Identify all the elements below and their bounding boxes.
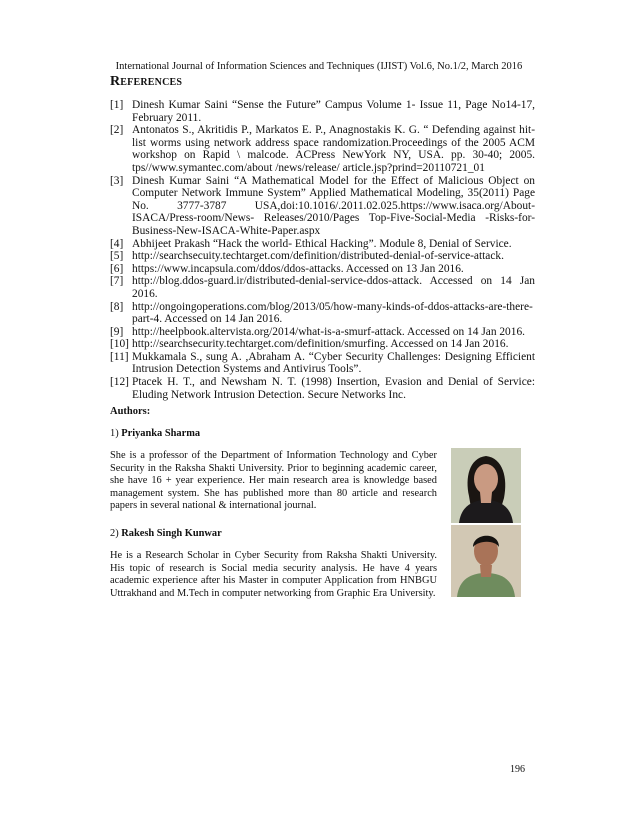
reference-text: Ptacek H. T., and Newsham N. T. (1998) Insertion, Evasion and Denial of Service: Eluding Network Intrusion Detection. Secure Networks Inc.	[132, 376, 535, 401]
journal-header: International Journal of Information Sciences and Techniques (IJIST) Vol.6, No.1/2, March 2016	[115, 61, 523, 72]
reference-text: Dinesh Kumar Saini “Sense the Future” Campus Volume 1- Issue 11, Page No14-17, February 2011.	[132, 99, 535, 124]
reference-text: http://blog.ddos-guard.ir/distributed-denial-service-ddos-attack. Accessed on 14 Jan 2016.	[132, 275, 535, 300]
author-index: 2)	[110, 528, 119, 539]
reference-item	[110, 376, 535, 401]
author-bio: She is a professor of the Department of Information Technology and Cyber Security in the Raksha Shakti University. Prior to beginning academic career, she have 16 + year experience. Her main research area is knowledge based management system. She has published more than 80 article and research papers in several national & international journal.	[110, 450, 437, 512]
reference-text: Mukkamala S., sung A. ,Abraham A. “Cyber Security Challenges: Designing Efficient Intrusion Detection Systems and Antivirus Tools”.	[132, 350, 535, 376]
reference-number: [6]	[110, 262, 124, 275]
page-number: 196	[510, 764, 525, 775]
author-name: Rakesh Singh Kunwar	[121, 528, 222, 539]
reference-item	[110, 238, 535, 251]
reference-text: https://www.incapsula.com/ddos/ddos-attacks. Accessed on 13 Jan 2016.	[132, 262, 464, 275]
author-index: 1)	[110, 428, 119, 439]
references-heading: References	[110, 74, 183, 89]
reference-item	[110, 338, 535, 351]
reference-item	[110, 351, 535, 376]
reference-item	[110, 175, 535, 238]
reference-item	[110, 275, 535, 300]
author-name-line	[110, 428, 535, 440]
reference-item	[110, 263, 535, 276]
reference-number: [3]	[110, 174, 124, 187]
reference-number: [11]	[110, 350, 129, 363]
reference-item	[110, 250, 535, 263]
reference-number: [4]	[110, 237, 124, 250]
reference-item	[110, 301, 535, 326]
author-photo	[451, 448, 521, 523]
reference-number: [10]	[110, 338, 129, 351]
reference-number: [12]	[110, 376, 129, 389]
references-list	[110, 99, 535, 401]
photo-face	[474, 464, 498, 494]
reference-text: http://heelpbook.altervista.org/2014/what-is-a-smurf-attack. Accessed on 14 Jan 2016.	[132, 325, 525, 338]
author-photo	[451, 525, 521, 597]
reference-item	[110, 124, 535, 174]
reference-number: [7]	[110, 275, 124, 288]
reference-text: http://ongoingoperations.com/blog/2013/05/how-many-kinds-of-ddos-attacks-are-there-part-4. Accessed on 14 Jan 2016.	[132, 300, 533, 326]
authors-heading: Authors:	[110, 406, 151, 417]
author-name: Priyanka Sharma	[121, 428, 201, 439]
reference-number: [9]	[110, 325, 124, 338]
reference-number: [1]	[110, 99, 124, 111]
reference-text: Abhijeet Prakash “Hack the world- Ethical Hacking”. Module 8, Denial of Service.	[132, 237, 512, 250]
reference-text: http://searchsecuity.techtarget.com/definition/distributed-denial-of-service-attack.	[132, 250, 504, 263]
reference-number: [2]	[110, 124, 124, 137]
reference-text: http://searchsecurity.techtarget.com/definition/smurfing. Accessed on 14 Jan 2016.	[132, 338, 509, 351]
reference-item	[110, 326, 535, 339]
photo-neck	[480, 565, 492, 577]
photo-neck	[480, 492, 492, 503]
reference-number: [8]	[110, 300, 124, 313]
reference-number: [5]	[110, 250, 124, 263]
author-bio: He is a Research Scholar in Cyber Security from Raksha Shakti University. His topic of research is Social media security analysis. He have 4 years academic experience after his Master in computer Application from HNBGU Uttrakhand and M.Tech in computer networking from Graphic Era University.	[110, 550, 437, 599]
reference-item	[110, 99, 535, 124]
reference-text: Antonatos S., Akritidis P., Markatos E. P., Anagnostakis K. G. “ Defending against hit-list worms using network address space randomization.Proceedings of the 2005 ACM workshop on Rapid \ malcode. ACPress NewYork NY, USA. pp. 30-40; 2005. tps//www.symantec.com/about /news/release/ article.jsp?prind=20110721_01	[132, 124, 535, 174]
reference-text: Dinesh Kumar Saini “A Mathematical Model for the Effect of Malicious Object on Computer Network Immune System” Applied Mathematical Modeling, 35(2011) Page No. 3777-3787 USA,doi:10.1016/.2011.02.025.https://www.isaca.org/About-ISACA/Press-room/News- Releases/2010/Pages Top-Five-Social-Media -Risks-for-Business-New-ISACA-White-Paper.aspx	[132, 174, 535, 237]
